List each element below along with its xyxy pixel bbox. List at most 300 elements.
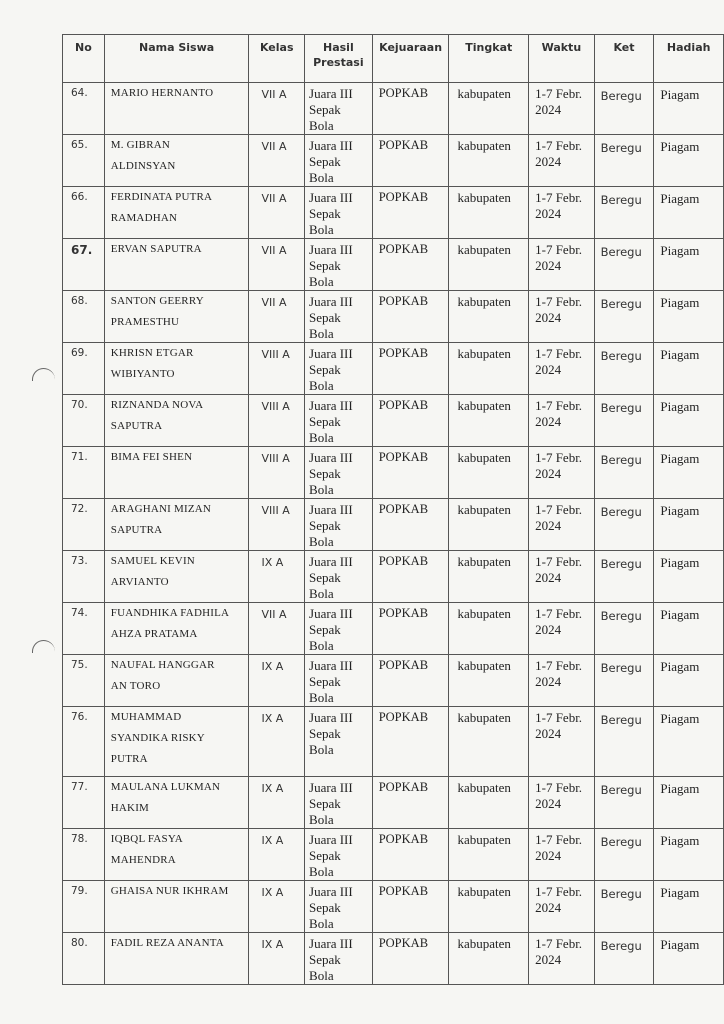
nama-line: M. GIBRAN	[110, 139, 171, 151]
header-hadiah: Hadiah	[654, 35, 724, 83]
table-header-row	[63, 35, 724, 83]
hasil-line: Sepak	[309, 362, 341, 377]
cell-ket: Beregu	[594, 655, 654, 707]
hasil-line: Sepak	[309, 848, 341, 863]
cell-hadiah: Piagam	[654, 829, 724, 881]
hasil-line: Juara III	[309, 658, 353, 673]
waktu-line: 2024	[535, 258, 562, 273]
nama-line: RAMADHAN	[110, 212, 178, 224]
cell-nama-siswa	[104, 447, 249, 499]
hasil-line: Juara III	[309, 86, 353, 101]
nama-line: SAPUTRA	[110, 420, 163, 432]
cell-kejuaraan: POPKAB	[372, 551, 449, 603]
cell-nama-siswa	[104, 291, 249, 343]
table-row	[63, 551, 724, 603]
cell-nama-siswa	[104, 655, 249, 707]
nama-line: MARIO HERNANTO	[110, 87, 214, 99]
hasil-line: Bola	[309, 586, 334, 601]
cell-no: 67.	[63, 239, 105, 291]
cell-waktu	[529, 447, 595, 499]
cell-ket: Beregu	[594, 187, 654, 239]
hasil-line: Juara III	[309, 190, 353, 205]
table-row	[63, 343, 724, 395]
waktu-line: 1-7 Febr.	[535, 346, 583, 361]
cell-ket: Beregu	[594, 395, 654, 447]
cell-hasil-prestasi	[305, 187, 373, 239]
waktu-line: 1-7 Febr.	[535, 710, 583, 725]
cell-ket: Beregu	[594, 83, 654, 135]
cell-waktu	[529, 395, 595, 447]
cell-hasil-prestasi	[305, 499, 373, 551]
hasil-line: Bola	[309, 430, 334, 445]
cell-no: 69.	[63, 343, 105, 395]
hasil-line: Sepak	[309, 414, 341, 429]
cell-no: 80.	[63, 933, 105, 985]
cell-no: 71.	[63, 447, 105, 499]
hasil-line: Bola	[309, 118, 334, 133]
cell-kejuaraan: POPKAB	[372, 291, 449, 343]
hasil-line: Sepak	[309, 796, 341, 811]
nama-line: ALDINSYAN	[110, 160, 176, 172]
nama-line: GHAISA NUR IKHRAM	[110, 885, 229, 897]
table-row	[63, 499, 724, 551]
waktu-line: 2024	[535, 362, 562, 377]
nama-line: AHZA PRATAMA	[110, 628, 198, 640]
waktu-line: 2024	[535, 674, 562, 689]
cell-hasil-prestasi	[305, 291, 373, 343]
waktu-line: 2024	[535, 796, 562, 811]
cell-kejuaraan: POPKAB	[372, 187, 449, 239]
cell-hadiah: Piagam	[654, 395, 724, 447]
waktu-line: 1-7 Febr.	[535, 190, 583, 205]
cell-hadiah: Piagam	[654, 881, 724, 933]
cell-no: 79.	[63, 881, 105, 933]
cell-waktu	[529, 655, 595, 707]
waktu-line: 1-7 Febr.	[535, 294, 583, 309]
cell-tingkat: kabupaten	[449, 291, 529, 343]
cell-hadiah: Piagam	[654, 135, 724, 187]
hasil-line: Sepak	[309, 622, 341, 637]
cell-ket: Beregu	[594, 291, 654, 343]
table-row	[63, 239, 724, 291]
cell-ket: Beregu	[594, 829, 654, 881]
cell-waktu	[529, 777, 595, 829]
header-no: No	[63, 35, 105, 83]
punch-hole-mark	[32, 640, 55, 653]
cell-kelas: IX A	[249, 933, 305, 985]
header-nama-siswa: Nama Siswa	[104, 35, 249, 83]
cell-hasil-prestasi	[305, 933, 373, 985]
hasil-line: Bola	[309, 968, 334, 983]
cell-ket: Beregu	[594, 343, 654, 395]
hasil-line: Juara III	[309, 780, 353, 795]
nama-line: SYANDIKA RISKY	[110, 732, 205, 744]
cell-hasil-prestasi	[305, 707, 373, 777]
cell-no: 66.	[63, 187, 105, 239]
hasil-line: Bola	[309, 534, 334, 549]
hasil-line: Juara III	[309, 832, 353, 847]
cell-tingkat: kabupaten	[449, 655, 529, 707]
hasil-line: Bola	[309, 916, 334, 931]
table-row	[63, 933, 724, 985]
cell-no: 73.	[63, 551, 105, 603]
cell-hasil-prestasi	[305, 881, 373, 933]
hasil-line: Sepak	[309, 952, 341, 967]
cell-ket: Beregu	[594, 881, 654, 933]
cell-hadiah: Piagam	[654, 933, 724, 985]
cell-kelas: VII A	[249, 135, 305, 187]
cell-hadiah: Piagam	[654, 447, 724, 499]
waktu-line: 1-7 Febr.	[535, 554, 583, 569]
cell-hasil-prestasi	[305, 83, 373, 135]
cell-tingkat: kabupaten	[449, 499, 529, 551]
cell-waktu	[529, 933, 595, 985]
cell-hasil-prestasi	[305, 829, 373, 881]
cell-waktu	[529, 603, 595, 655]
header-ket: Ket	[594, 35, 654, 83]
cell-hadiah: Piagam	[654, 777, 724, 829]
header-hasil-line2: Prestasi	[313, 56, 364, 69]
cell-nama-siswa	[104, 187, 249, 239]
cell-kelas: VII A	[249, 187, 305, 239]
hasil-line: Bola	[309, 274, 334, 289]
waktu-line: 1-7 Febr.	[535, 936, 583, 951]
cell-tingkat: kabupaten	[449, 551, 529, 603]
table-row	[63, 187, 724, 239]
hasil-line: Sepak	[309, 570, 341, 585]
cell-tingkat: kabupaten	[449, 343, 529, 395]
cell-waktu	[529, 187, 595, 239]
nama-line: MUHAMMAD	[110, 711, 182, 723]
table-row	[63, 135, 724, 187]
cell-kejuaraan: POPKAB	[372, 933, 449, 985]
cell-no: 77.	[63, 777, 105, 829]
nama-line: SANTON GEERRY	[110, 295, 204, 307]
hasil-line: Bola	[309, 742, 334, 757]
waktu-line: 1-7 Febr.	[535, 606, 583, 621]
cell-kejuaraan: POPKAB	[372, 343, 449, 395]
cell-no: 70.	[63, 395, 105, 447]
hasil-line: Bola	[309, 690, 334, 705]
hasil-line: Juara III	[309, 346, 353, 361]
hasil-line: Bola	[309, 170, 334, 185]
hasil-line: Sepak	[309, 258, 341, 273]
cell-ket: Beregu	[594, 707, 654, 777]
cell-no: 78.	[63, 829, 105, 881]
cell-nama-siswa	[104, 603, 249, 655]
hasil-line: Juara III	[309, 138, 353, 153]
cell-ket: Beregu	[594, 239, 654, 291]
nama-line: ERVAN SAPUTRA	[110, 243, 202, 255]
cell-tingkat: kabupaten	[449, 829, 529, 881]
cell-hadiah: Piagam	[654, 603, 724, 655]
cell-nama-siswa	[104, 881, 249, 933]
nama-line: ARAGHANI MIZAN	[110, 503, 212, 515]
cell-nama-siswa	[104, 83, 249, 135]
cell-kelas: IX A	[249, 777, 305, 829]
cell-tingkat: kabupaten	[449, 395, 529, 447]
cell-tingkat: kabupaten	[449, 933, 529, 985]
cell-kejuaraan: POPKAB	[372, 447, 449, 499]
cell-kejuaraan: POPKAB	[372, 499, 449, 551]
cell-hadiah: Piagam	[654, 291, 724, 343]
cell-ket: Beregu	[594, 603, 654, 655]
nama-line: FERDINATA PUTRA	[110, 191, 213, 203]
cell-ket: Beregu	[594, 499, 654, 551]
cell-nama-siswa	[104, 135, 249, 187]
hasil-line: Sepak	[309, 466, 341, 481]
cell-hadiah: Piagam	[654, 343, 724, 395]
cell-hasil-prestasi	[305, 395, 373, 447]
table-row	[63, 777, 724, 829]
cell-kejuaraan: POPKAB	[372, 777, 449, 829]
cell-waktu	[529, 343, 595, 395]
table-row	[63, 395, 724, 447]
waktu-line: 2024	[535, 622, 562, 637]
nama-line: AN TORO	[110, 680, 161, 692]
table-row	[63, 447, 724, 499]
cell-kelas: IX A	[249, 829, 305, 881]
header-hasil-prestasi	[305, 35, 373, 83]
table-row	[63, 655, 724, 707]
cell-hadiah: Piagam	[654, 707, 724, 777]
hasil-line: Sepak	[309, 726, 341, 741]
waktu-line: 1-7 Febr.	[535, 398, 583, 413]
table-body	[63, 83, 724, 985]
waktu-line: 2024	[535, 848, 562, 863]
hasil-line: Juara III	[309, 242, 353, 257]
cell-kelas: IX A	[249, 707, 305, 777]
cell-no: 64.	[63, 83, 105, 135]
table-row	[63, 829, 724, 881]
waktu-line: 1-7 Febr.	[535, 86, 583, 101]
cell-nama-siswa	[104, 239, 249, 291]
cell-tingkat: kabupaten	[449, 881, 529, 933]
hasil-line: Juara III	[309, 884, 353, 899]
waktu-line: 2024	[535, 154, 562, 169]
cell-nama-siswa	[104, 707, 249, 777]
cell-hasil-prestasi	[305, 777, 373, 829]
waktu-line: 1-7 Febr.	[535, 658, 583, 673]
table-row	[63, 603, 724, 655]
hasil-line: Bola	[309, 638, 334, 653]
cell-ket: Beregu	[594, 551, 654, 603]
cell-hadiah: Piagam	[654, 551, 724, 603]
cell-kelas: VII A	[249, 603, 305, 655]
hasil-line: Juara III	[309, 450, 353, 465]
cell-ket: Beregu	[594, 447, 654, 499]
cell-no: 68.	[63, 291, 105, 343]
cell-tingkat: kabupaten	[449, 447, 529, 499]
cell-nama-siswa	[104, 933, 249, 985]
cell-waktu	[529, 135, 595, 187]
cell-no: 72.	[63, 499, 105, 551]
table-row	[63, 291, 724, 343]
cell-hasil-prestasi	[305, 655, 373, 707]
hasil-line: Sepak	[309, 206, 341, 221]
hasil-line: Juara III	[309, 710, 353, 725]
cell-nama-siswa	[104, 343, 249, 395]
header-kejuaraan: Kejuaraan	[372, 35, 449, 83]
hasil-line: Juara III	[309, 398, 353, 413]
hasil-line: Juara III	[309, 936, 353, 951]
waktu-line: 2024	[535, 414, 562, 429]
cell-hasil-prestasi	[305, 447, 373, 499]
nama-line: FUANDHIKA FADHILA	[110, 607, 230, 619]
hasil-line: Bola	[309, 864, 334, 879]
cell-hadiah: Piagam	[654, 187, 724, 239]
waktu-line: 2024	[535, 570, 562, 585]
hasil-line: Juara III	[309, 294, 353, 309]
cell-kejuaraan: POPKAB	[372, 83, 449, 135]
cell-kelas: IX A	[249, 655, 305, 707]
cell-no: 75.	[63, 655, 105, 707]
cell-tingkat: kabupaten	[449, 83, 529, 135]
cell-kelas: VII A	[249, 291, 305, 343]
cell-tingkat: kabupaten	[449, 239, 529, 291]
hasil-line: Juara III	[309, 554, 353, 569]
cell-kejuaraan: POPKAB	[372, 881, 449, 933]
nama-line: BIMA FEI SHEN	[110, 451, 193, 463]
cell-hasil-prestasi	[305, 603, 373, 655]
cell-kelas: VIII A	[249, 343, 305, 395]
nama-line: IQBQL FASYA	[110, 833, 183, 845]
cell-kelas: VIII A	[249, 447, 305, 499]
cell-nama-siswa	[104, 829, 249, 881]
cell-kelas: VII A	[249, 239, 305, 291]
cell-hasil-prestasi	[305, 551, 373, 603]
cell-nama-siswa	[104, 499, 249, 551]
hasil-line: Bola	[309, 812, 334, 827]
cell-nama-siswa	[104, 551, 249, 603]
waktu-line: 1-7 Febr.	[535, 832, 583, 847]
cell-waktu	[529, 83, 595, 135]
cell-no: 76.	[63, 707, 105, 777]
waktu-line: 2024	[535, 518, 562, 533]
cell-kelas: VIII A	[249, 499, 305, 551]
hasil-line: Sepak	[309, 518, 341, 533]
cell-ket: Beregu	[594, 777, 654, 829]
nama-line: MAULANA LUKMAN	[110, 781, 221, 793]
cell-hadiah: Piagam	[654, 499, 724, 551]
header-kelas: Kelas	[249, 35, 305, 83]
cell-waktu	[529, 829, 595, 881]
cell-waktu	[529, 499, 595, 551]
cell-kelas: VIII A	[249, 395, 305, 447]
hasil-line: Bola	[309, 222, 334, 237]
cell-no: 74.	[63, 603, 105, 655]
waktu-line: 1-7 Febr.	[535, 450, 583, 465]
table-row	[63, 881, 724, 933]
nama-line: KHRISN ETGAR	[110, 347, 194, 359]
waktu-line: 2024	[535, 206, 562, 221]
table-row	[63, 707, 724, 777]
cell-ket: Beregu	[594, 135, 654, 187]
cell-hasil-prestasi	[305, 239, 373, 291]
waktu-line: 2024	[535, 900, 562, 915]
cell-kelas: IX A	[249, 551, 305, 603]
nama-line: WIBIYANTO	[110, 368, 175, 380]
hasil-line: Bola	[309, 482, 334, 497]
cell-tingkat: kabupaten	[449, 135, 529, 187]
cell-waktu	[529, 551, 595, 603]
cell-kelas: VII A	[249, 83, 305, 135]
cell-tingkat: kabupaten	[449, 707, 529, 777]
waktu-line: 2024	[535, 726, 562, 741]
cell-nama-siswa	[104, 777, 249, 829]
cell-kejuaraan: POPKAB	[372, 239, 449, 291]
waktu-line: 2024	[535, 310, 562, 325]
cell-waktu	[529, 239, 595, 291]
cell-kejuaraan: POPKAB	[372, 395, 449, 447]
waktu-line: 1-7 Febr.	[535, 502, 583, 517]
cell-nama-siswa	[104, 395, 249, 447]
hasil-line: Sepak	[309, 900, 341, 915]
cell-tingkat: kabupaten	[449, 187, 529, 239]
hasil-line: Bola	[309, 326, 334, 341]
header-tingkat: Tingkat	[449, 35, 529, 83]
nama-line: SAMUEL KEVIN	[110, 555, 195, 567]
hasil-line: Sepak	[309, 310, 341, 325]
cell-waktu	[529, 707, 595, 777]
header-hasil-line1: Hasil	[323, 41, 354, 54]
hasil-line: Sepak	[309, 154, 341, 169]
waktu-line: 1-7 Febr.	[535, 780, 583, 795]
waktu-line: 2024	[535, 952, 562, 967]
nama-line: PUTRA	[110, 753, 148, 765]
cell-kejuaraan: POPKAB	[372, 829, 449, 881]
header-waktu: Waktu	[529, 35, 595, 83]
hasil-line: Sepak	[309, 674, 341, 689]
hasil-line: Bola	[309, 378, 334, 393]
nama-line: PRAMESTHU	[110, 316, 180, 328]
cell-kelas: IX A	[249, 881, 305, 933]
hasil-line: Juara III	[309, 606, 353, 621]
cell-kejuaraan: POPKAB	[372, 135, 449, 187]
cell-ket: Beregu	[594, 933, 654, 985]
nama-line: RIZNANDA NOVA	[110, 399, 204, 411]
table-row	[63, 83, 724, 135]
hasil-line: Juara III	[309, 502, 353, 517]
waktu-line: 1-7 Febr.	[535, 242, 583, 257]
achievement-table	[62, 34, 724, 985]
cell-tingkat: kabupaten	[449, 777, 529, 829]
nama-line: MAHENDRA	[110, 854, 176, 866]
cell-hadiah: Piagam	[654, 83, 724, 135]
waktu-line: 1-7 Febr.	[535, 138, 583, 153]
waktu-line: 2024	[535, 102, 562, 117]
cell-tingkat: kabupaten	[449, 603, 529, 655]
hasil-line: Sepak	[309, 102, 341, 117]
cell-hadiah: Piagam	[654, 239, 724, 291]
nama-line: FADIL REZA ANANTA	[110, 937, 224, 949]
waktu-line: 2024	[535, 466, 562, 481]
cell-hasil-prestasi	[305, 343, 373, 395]
cell-kejuaraan: POPKAB	[372, 707, 449, 777]
nama-line: SAPUTRA	[110, 524, 163, 536]
cell-hasil-prestasi	[305, 135, 373, 187]
nama-line: HAKIM	[110, 802, 150, 814]
cell-no: 65.	[63, 135, 105, 187]
cell-waktu	[529, 291, 595, 343]
cell-waktu	[529, 881, 595, 933]
nama-line: NAUFAL HANGGAR	[110, 659, 215, 671]
waktu-line: 1-7 Febr.	[535, 884, 583, 899]
cell-hadiah: Piagam	[654, 655, 724, 707]
nama-line: ARVIANTO	[110, 576, 169, 588]
cell-kejuaraan: POPKAB	[372, 603, 449, 655]
punch-hole-mark	[32, 368, 55, 381]
